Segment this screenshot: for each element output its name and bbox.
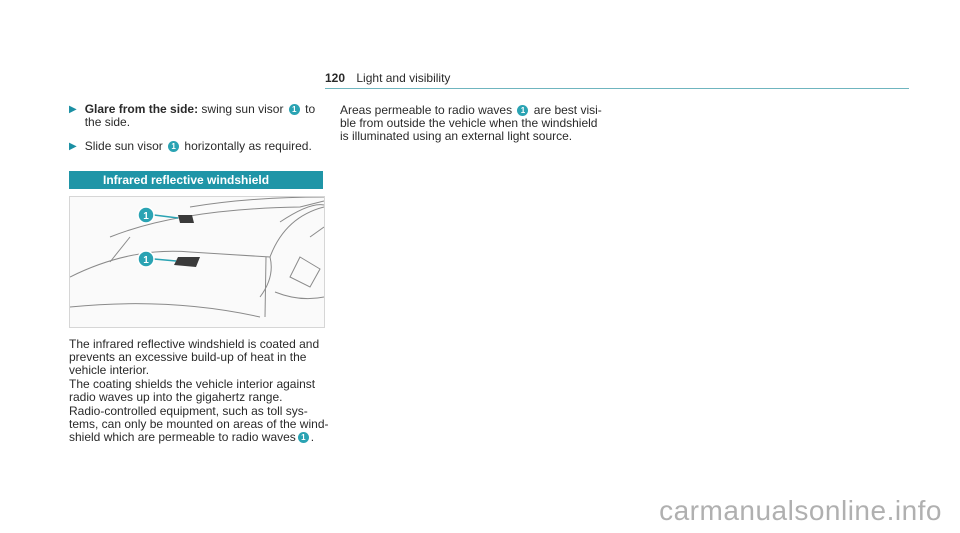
bullet-text: to <box>301 102 316 116</box>
paragraph: The coating shields the vehicle interior against radio waves up into the gigahertz range. <box>69 377 316 404</box>
bullet-item <box>69 103 329 129</box>
callout-badge: 1 <box>298 432 309 443</box>
body-text <box>69 338 329 445</box>
watermark: carmanualsonline.info <box>659 495 942 526</box>
bullet-text: horizontally as required. <box>181 139 312 153</box>
paragraph: Radio-controlled equipment, such as toll sys- tems, can only be mounted on areas of the wind- shield which are permeable to radio waves 1 . <box>69 404 329 444</box>
bullet-arrow-icon: ▶ <box>69 104 77 115</box>
bullet-text: swing sun visor <box>198 102 287 116</box>
page-number: 120 <box>325 71 346 85</box>
page-header <box>325 71 450 85</box>
page-section-title: Light and visibility <box>356 71 451 85</box>
header-rule <box>325 88 909 89</box>
callout-1-bottom: 1 <box>143 255 149 266</box>
callout-1-top: 1 <box>143 211 149 222</box>
bullet-arrow-icon: ▶ <box>69 141 77 152</box>
windshield-illustration <box>69 196 325 328</box>
callout-badge: 1 <box>168 141 179 152</box>
bullet-text: the side. <box>84 115 131 129</box>
callout-badge: 1 <box>289 104 300 115</box>
right-paragraph: Areas permeable to radio waves 1 are best visi- ble from outside the vehicle when the windshield is illuminated using an external light source. <box>340 103 602 143</box>
bullet-text: Slide sun visor <box>84 139 167 153</box>
section-title: Infrared reflective windshield <box>103 173 270 187</box>
callout-badge: 1 <box>517 105 528 116</box>
paragraph: The infrared reflective windshield is coated and prevents an excessive build-up of heat in the vehicle interior. <box>69 337 320 377</box>
windshield-drawing <box>70 197 324 327</box>
bullet-item <box>69 140 329 153</box>
bullet-list <box>69 103 329 153</box>
section-heading <box>69 171 323 189</box>
bullet-heading: Glare from the side: <box>84 102 199 116</box>
